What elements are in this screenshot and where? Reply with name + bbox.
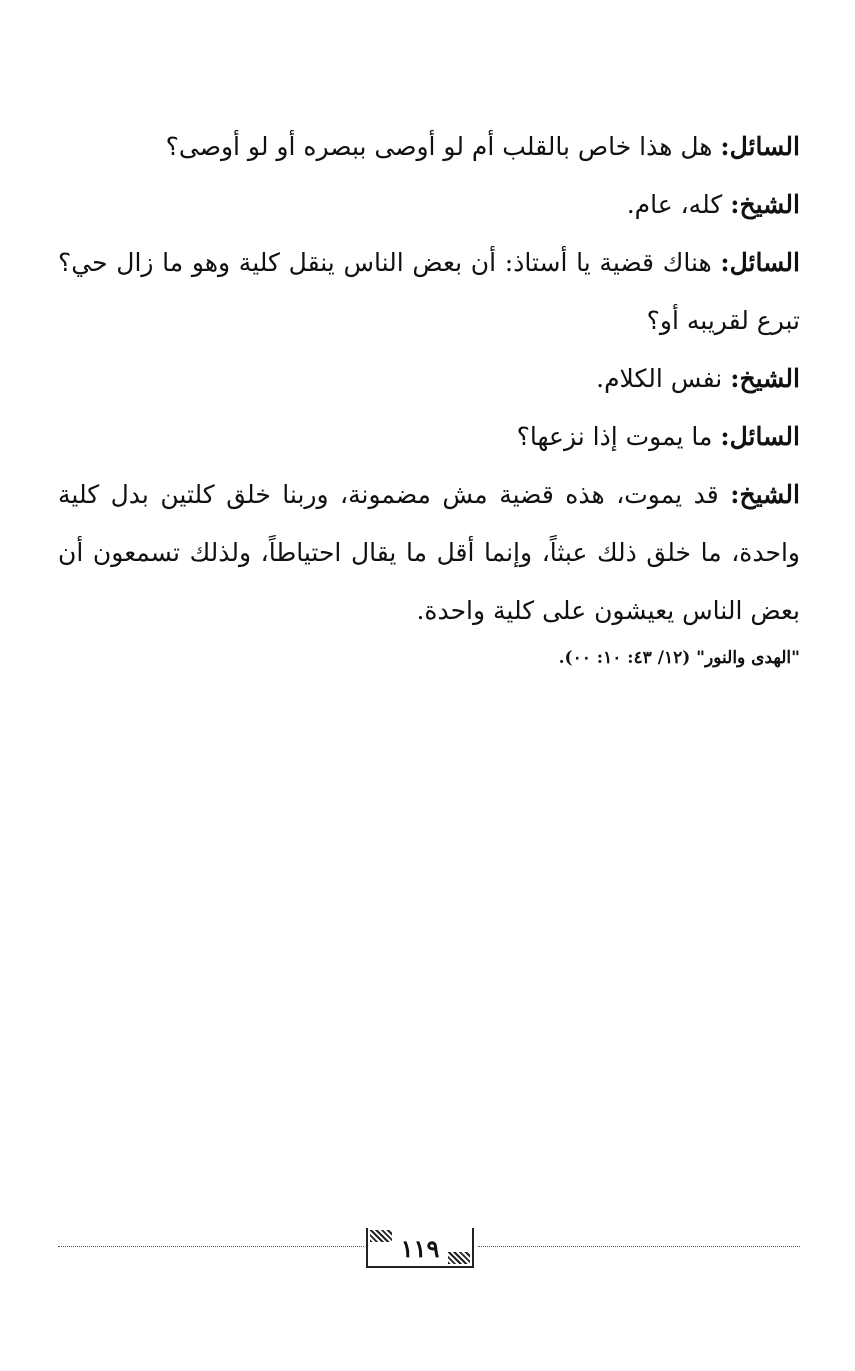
speaker-label: الشيخ: <box>730 190 800 219</box>
paragraph-2 <box>58 176 800 234</box>
main-text <box>58 118 800 678</box>
paragraph-3 <box>58 234 800 350</box>
source-citation: "الهدى والنور" (١٢/ ٤٣: ١٠: ٠٠). <box>558 648 800 668</box>
page-number-frame <box>366 1228 474 1268</box>
footer-divider <box>58 1246 364 1247</box>
paragraph-5 <box>58 408 800 466</box>
paragraph-text: كله، عام. <box>626 190 731 219</box>
page-footer <box>58 1228 800 1272</box>
speaker-label: الشيخ: <box>730 364 800 393</box>
speaker-label: السائل: <box>720 132 800 161</box>
paragraph-text: نفس الكلام. <box>596 364 731 393</box>
page-number: ١١٩ <box>400 1234 440 1263</box>
speaker-label: السائل: <box>720 422 800 451</box>
paragraph-text: هناك قضية يا أستاذ: أن بعض الناس ينقل كلية وهو ما زال حي؟ تبرع لقريبه أو؟ <box>58 248 800 335</box>
speaker-label: الشيخ: <box>730 480 800 509</box>
paragraph-4 <box>58 350 800 408</box>
paragraph-text: هل هذا خاص بالقلب أم لو أوصى ببصره أو لو أوصى؟ <box>165 132 721 161</box>
paragraph-text: ما يموت إذا نزعها؟ <box>516 422 721 451</box>
paragraph-text: قد يموت، هذه قضية مش مضمونة، وربنا خلق كلتين بدل كلية واحدة، ما خلق ذلك عبثاً، وإنما أقل ما يقال احتياطاً، ولذلك تسمعون أن بعض الناس يعيشون على كلية واحدة. <box>58 480 800 625</box>
paragraph-1 <box>58 118 800 176</box>
speaker-label: السائل: <box>720 248 800 277</box>
footer-divider <box>478 1246 800 1247</box>
paragraph-6 <box>58 466 800 640</box>
